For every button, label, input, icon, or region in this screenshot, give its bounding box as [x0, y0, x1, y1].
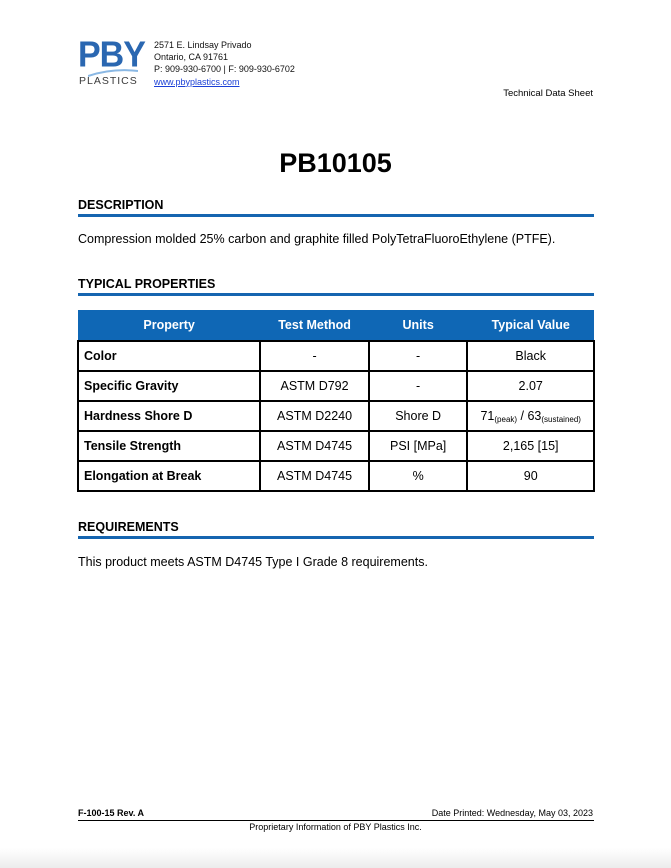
description-text: Compression molded 25% carbon and graphite filled PolyTetraFluoroEthylene (PTFE). — [78, 232, 556, 246]
phone-fax: P: 909-930-6700 | F: 909-930-6702 — [154, 64, 295, 75]
typical-value: Black — [467, 341, 594, 371]
logo-wordmark: PBY — [78, 35, 145, 75]
properties-table — [77, 310, 595, 492]
address-line1: 2571 E. Lindsay Privado — [154, 40, 252, 50]
company-logo — [78, 35, 145, 90]
typical-value: 2.07 — [467, 371, 594, 401]
test-method: ASTM D792 — [260, 371, 369, 401]
page-title: PB10105 — [279, 148, 392, 178]
address-line2: Ontario, CA 91761 — [154, 52, 229, 63]
form-id: F-100-15 Rev. A — [78, 808, 145, 818]
value-separator: / — [517, 408, 528, 423]
units: Shore D — [369, 401, 468, 431]
document-type: Technical Data Sheet — [503, 88, 593, 99]
requirements-text: This product meets ASTM D4745 Type I Grade 8 requirements. — [78, 555, 428, 569]
table-header-row — [78, 310, 594, 341]
table-row — [78, 371, 594, 401]
property-name: Color — [78, 341, 260, 371]
column-header: Test Method — [260, 310, 369, 341]
units: - — [369, 371, 468, 401]
table-row — [78, 401, 594, 431]
value-sustained-label: (sustained) — [541, 414, 581, 424]
table-row — [78, 431, 594, 461]
units: PSI [MPa] — [369, 431, 468, 461]
test-method: ASTM D4745 — [260, 431, 369, 461]
test-method: ASTM D4745 — [260, 461, 369, 491]
date-printed: Date Printed: Wednesday, May 03, 2023 — [431, 808, 593, 818]
property-name: Hardness Shore D — [78, 401, 260, 431]
property-name: Tensile Strength — [78, 431, 260, 461]
test-method: ASTM D2240 — [260, 401, 369, 431]
value-sustained: 63 — [527, 408, 542, 423]
typical-value: 2,165 [15] — [467, 431, 594, 461]
logo-subtext: PLASTICS — [79, 75, 138, 87]
units: - — [369, 341, 468, 371]
table-row — [78, 341, 594, 371]
typical-value — [467, 401, 594, 431]
value-peak: 71 — [480, 408, 495, 423]
column-header: Property — [78, 310, 260, 341]
column-header: Typical Value — [467, 310, 594, 341]
description-heading: DESCRIPTION — [78, 198, 594, 217]
company-address — [154, 39, 295, 88]
typical-value: 90 — [467, 461, 594, 491]
proprietary-notice: Proprietary Information of PBY Plastics Inc. — [249, 822, 422, 832]
requirements-heading: REQUIREMENTS — [78, 520, 594, 539]
property-name: Specific Gravity — [78, 371, 260, 401]
footer-divider — [78, 820, 594, 821]
property-name: Elongation at Break — [78, 461, 260, 491]
page-bottom-shadow — [0, 848, 671, 868]
column-header: Units — [369, 310, 468, 341]
properties-heading: TYPICAL PROPERTIES — [78, 277, 594, 296]
website-link[interactable]: www.pbyplastics.com — [154, 76, 240, 87]
test-method: - — [260, 341, 369, 371]
value-peak-label: (peak) — [494, 414, 518, 424]
units: % — [369, 461, 468, 491]
table-row — [78, 461, 594, 491]
